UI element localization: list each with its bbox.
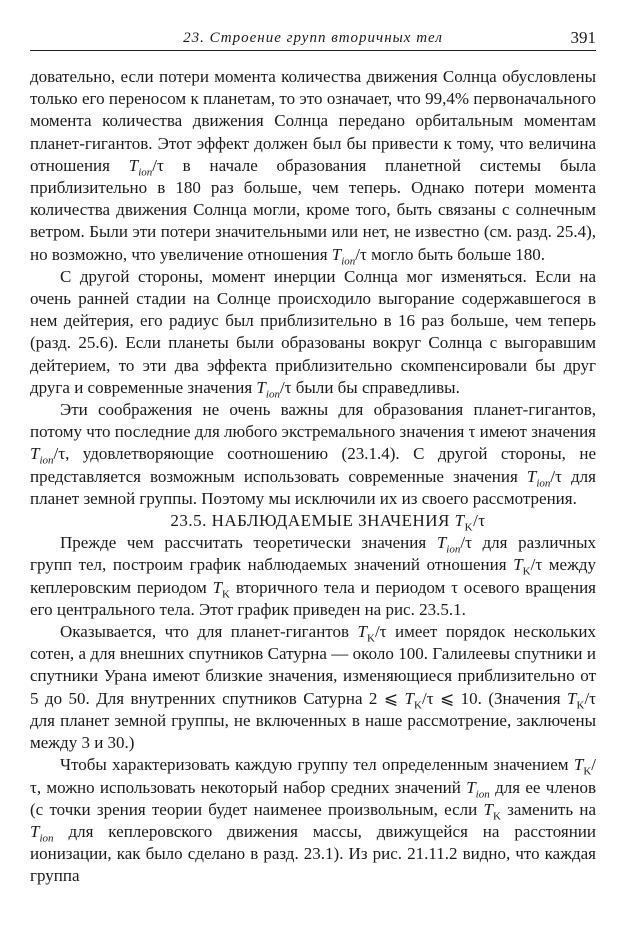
running-head-title: 23. Строение групп вторичных тел	[183, 30, 443, 46]
section-heading: 23.5. НАБЛЮДАЕМЫЕ ЗНАЧЕНИЯ $T_K/\tau$	[170, 511, 486, 534]
paragraph-3: Эти соображения не очень важны для образования планет-гигантов, потому что последние для любого экстремального значения τ имеют значения $T_{ion}/\tau$, удовлетворяющие соотношению (23.1.4). С другой стороны, не представляется возможным использовать современные значения $T_{ion}/\tau$ для планет земной группы. Поэтому мы исключили их из своего рассмотрения.	[30, 400, 596, 508]
paragraph-6: Чтобы характеризовать каждую группу тел определенным значением $T_K/\tau$, можно использовать некоторый набор средних значений $T_{ion}$ для ее членов (с точки зрения теории будет наименее произвольным, если $T_K$ заменить на $T_{ion}$ для кеплеровского движения массы, движущейся на расстоянии ионизации, как было сделано в разд. 23.1). Из рис. 21.11.2 видно, что каждая группа	[30, 755, 596, 886]
symbol-ion: ion	[138, 166, 153, 179]
symbol-T: T	[128, 155, 139, 175]
paragraph-5: Оказывается, что для планет-гигантов $T_K/\tau$ имеет порядок нескольких сотен, а для внешних спутников Сатурна — около 100. Галилеевы спутники и спутники Урана имеют близкие значения, изменяющиеся приблизительно от 5 до 50. Для внутренних спутников Сатурна 2 ⩽ $T_K/\tau$ ⩽ 10. (Значения $T_K/\tau$ для планет земной группы, не включенных в наше рассмотрение, заключены между 3 и 30.)	[30, 622, 597, 753]
paragraph-4: Прежде чем рассчитать теоретически значения $T_{ion}/\tau$ для различных групп тел, построим график наблюдаемых значений отношения $T_K/\tau$ между кеплеровским периодом $T_K$ вторичного тела и периодом τ осевого вращения его центрального тела. Этот график приведен на рис. 23.5.1.	[30, 533, 596, 619]
page-number: 391	[570, 28, 596, 47]
paragraph-2: С другой стороны, момент инерции Солнца мог изменяться. Если на очень ранней стадии на Солнце происходило выгорание содержавшегося в нем дейтерия, его радиус был приблизительно в 16 раз больше, чем теперь (разд. 25.6). Если планеты были образованы вокруг Солнца с выгоравшим дейтерием, то эти два эффекта приблизительно скомпенсировали бы друг друга и современные значения $T_{ion}/\tau$ были бы справедливы.	[30, 266, 596, 401]
running-head	[30, 30, 596, 51]
paragraph-1: довательно, если потери момента количества движения Солнца обусловлены только его переносом к планетам, то это означает, что 99,4% первоначального момента количества движения Солнца передано орбитальным моментам планет-гигантов. Этот эффект должен был бы привести к тому, что величина отношения $T_{ion}/\tau$ в начале образования планетной системы была приблизительно в 180 раз больше, чем теперь. Однако потери момента количества движения Солнца могли, кроме того, быть связаны с солнечным ветром. Были эти потери значительными или нет, не известно (см. разд. 25.4), но возможно, что увеличение отношения $T_{ion}/\tau$ могло быть больше 180.	[30, 67, 596, 268]
page-body	[30, 66, 596, 888]
